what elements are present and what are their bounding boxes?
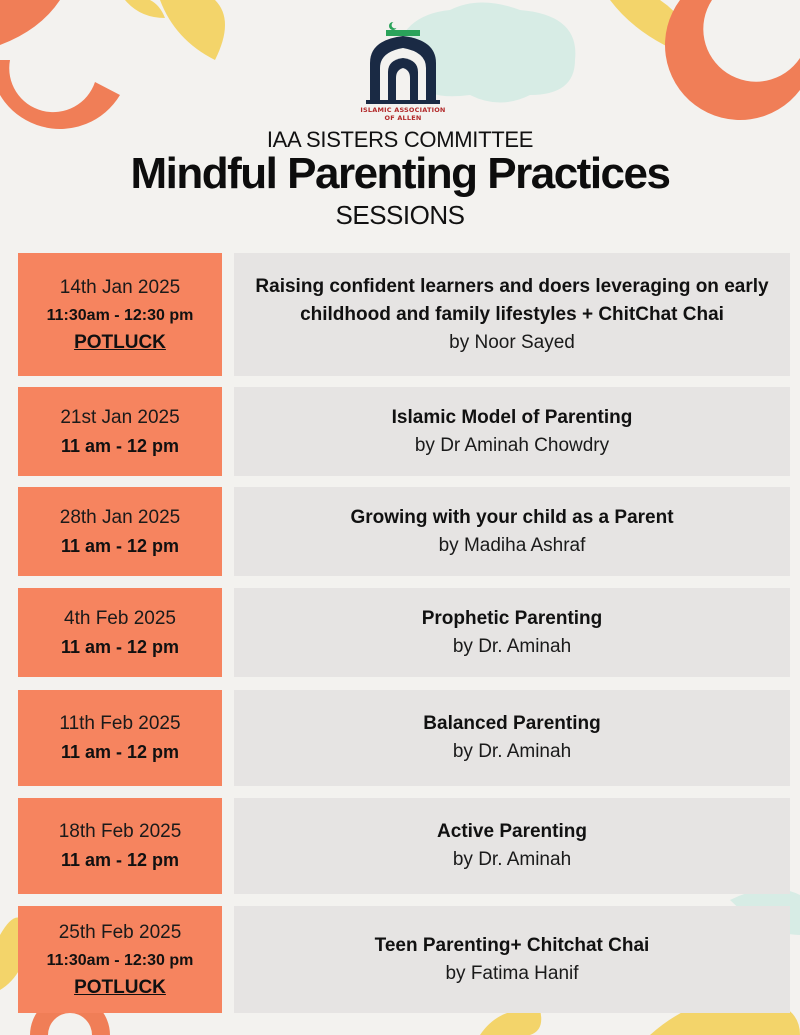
session-topic-cell	[234, 906, 790, 1013]
session-speaker: by Fatima Hanif	[445, 962, 579, 984]
session-time: 11 am - 12 pm	[60, 636, 180, 657]
yellow-petal-shape-bottom-mid	[480, 1009, 541, 1035]
session-speaker: by Dr. Aminah	[452, 635, 572, 657]
page-subtitle: SESSIONS	[335, 200, 465, 230]
session-time: 11:30am - 12:30 pm	[46, 951, 194, 969]
session-topic: Active Parenting	[437, 821, 587, 842]
session-time: 11 am - 12 pm	[60, 535, 180, 556]
session-speaker: by Noor Sayed	[449, 331, 575, 353]
session-topic: Islamic Model of Parenting	[391, 406, 633, 428]
potluck-label: POTLUCK	[74, 331, 166, 353]
page-title: Mindful Parenting Practices	[130, 149, 670, 198]
session-date: 28th Jan 2025	[59, 506, 181, 528]
session-topic: Teen Parenting+ Chitchat Chai	[374, 934, 650, 956]
session-date-cell	[18, 906, 222, 1013]
session-topic-cell	[234, 798, 790, 894]
session-date-cell	[18, 387, 222, 476]
session-topic: Growing with your child as a Parent	[350, 506, 674, 528]
yellow-leaf-shape-small	[125, 0, 165, 18]
orange-arc-shape-top-left	[0, 60, 120, 129]
session-date: 11th Feb 2025	[59, 713, 181, 734]
session-date: 18th Feb 2025	[58, 821, 182, 842]
session-date-cell	[18, 690, 222, 786]
session-date-cell	[18, 588, 222, 677]
session-topic-cell	[234, 588, 790, 677]
session-date-cell	[18, 253, 222, 376]
session-speaker: by Dr. Aminah	[452, 741, 572, 762]
orange-blob-top-left	[0, 0, 60, 45]
session-speaker: by Madiha Ashraf	[438, 534, 586, 556]
session-date: 21st Jan 2025	[60, 406, 180, 428]
yellow-leaf-shape-top-left	[160, 0, 225, 60]
session-speaker: by Dr Aminah Chowdry	[414, 434, 610, 456]
logo-caption-line2: OF ALLEN	[384, 114, 422, 122]
session-topic-cell	[234, 487, 790, 576]
potluck-label: POTLUCK	[74, 976, 166, 998]
session-topic-cell	[234, 690, 790, 786]
session-date: 14th Jan 2025	[59, 276, 181, 298]
session-time: 11 am - 12 pm	[60, 742, 180, 762]
committee-name: IAA SISTERS COMMITTEE	[266, 127, 534, 152]
session-date-cell	[18, 798, 222, 894]
session-speaker: by Dr. Aminah	[452, 849, 572, 870]
session-topic-cell	[234, 387, 790, 476]
logo-caption	[358, 106, 448, 122]
session-date: 25th Feb 2025	[58, 921, 182, 943]
session-topic-cell	[234, 253, 790, 376]
session-topic: Raising confident learners and doers leveraging on early childhood and family lifestyles + ChitChat Chai	[255, 275, 769, 325]
orange-ring-shape-top-right	[665, 0, 800, 120]
session-time: 11 am - 12 pm	[60, 850, 180, 870]
association-logo	[358, 18, 448, 128]
session-date-cell	[18, 487, 222, 576]
session-date: 4th Feb 2025	[64, 607, 176, 629]
session-topic: Prophetic Parenting	[421, 607, 603, 629]
session-topic: Balanced Parenting	[423, 713, 601, 734]
mosque-logo-icon	[358, 18, 448, 106]
session-time: 11 am - 12 pm	[60, 435, 180, 456]
session-time: 11:30am - 12:30 pm	[46, 306, 194, 324]
logo-caption-line1: ISLAMIC ASSOCIATION	[360, 106, 446, 114]
